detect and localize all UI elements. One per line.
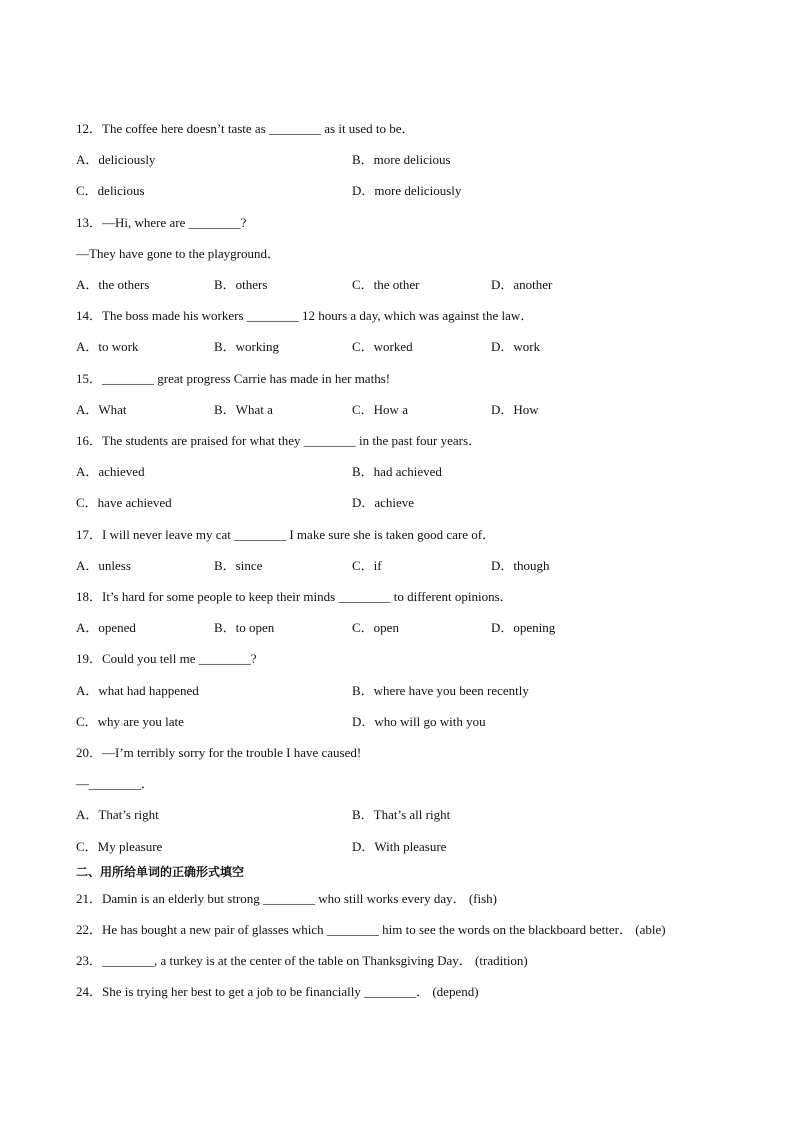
question-17-option-c: C．if bbox=[352, 558, 382, 573]
question-12-stem: 12．The coffee here doesn’t taste as ________ as it used to be． bbox=[76, 121, 415, 136]
question-18-option-c: C．open bbox=[352, 620, 399, 635]
section-2-heading: 二、用所给单词的正确形式填空 bbox=[76, 865, 245, 879]
question-16-option-d: D．achieve bbox=[352, 495, 415, 510]
question-14-stem: 14．The boss made his workers ________ 12 hours a day, which was against the law． bbox=[76, 308, 534, 323]
question-18-option-d: D．opening bbox=[491, 620, 556, 635]
question-16-option-a: A．achieved bbox=[76, 464, 145, 479]
question-15-stem: 15．________ great progress Carrie has made in her maths! bbox=[76, 371, 391, 386]
question-19-option-d: D．who will go with you bbox=[352, 714, 486, 729]
fill-item-24: 24．She is trying her best to get a job to be financially ________． (depend) bbox=[76, 984, 479, 999]
question-13-stem: 13．—Hi, where are ________? bbox=[76, 215, 247, 230]
question-20-option-c: C．My pleasure bbox=[76, 839, 163, 854]
question-15-option-c: C．How a bbox=[352, 402, 408, 417]
question-13-option-d: D．another bbox=[491, 277, 553, 292]
question-15-option-d: D．How bbox=[491, 402, 539, 417]
question-17-option-a: A．unless bbox=[76, 558, 131, 573]
question-18-option-b: B．to open bbox=[214, 620, 275, 635]
question-14-option-a: A．to work bbox=[76, 339, 139, 354]
question-12-option-d: D．more deliciously bbox=[352, 183, 462, 198]
fill-item-22: 22．He has bought a new pair of glasses which ________ him to see the words on the blackboard better． (able) bbox=[76, 922, 666, 937]
question-15-option-b: B．What a bbox=[214, 402, 273, 417]
question-19-option-b: B．where have you been recently bbox=[352, 683, 529, 698]
question-20-stem: 20．—I’m terribly sorry for the trouble I have caused! bbox=[76, 745, 362, 760]
question-18-stem: 18．It’s hard for some people to keep their minds ________ to different opinions． bbox=[76, 589, 513, 604]
question-14-option-b: B．working bbox=[214, 339, 280, 354]
question-12-option-b: B．more delicious bbox=[352, 152, 451, 167]
question-20-option-b: B．That’s all right bbox=[352, 807, 451, 822]
question-19-option-a: A．what had happened bbox=[76, 683, 199, 698]
question-16-option-c: C．have achieved bbox=[76, 495, 172, 510]
question-12-option-c: C．delicious bbox=[76, 183, 145, 198]
question-19-stem: 19．Could you tell me ________? bbox=[76, 651, 257, 666]
question-16-option-b: B．had achieved bbox=[352, 464, 442, 479]
question-13-option-c: C．the other bbox=[352, 277, 420, 292]
question-20-option-a: A．That’s right bbox=[76, 807, 159, 822]
question-17-stem: 17．I will never leave my cat ________ I make sure she is taken good care of． bbox=[76, 527, 496, 542]
question-20-option-d: D．With pleasure bbox=[352, 839, 447, 854]
question-13-reply: —They have gone to the playground． bbox=[76, 246, 280, 261]
question-16-stem: 16．The students are praised for what they ________ in the past four years． bbox=[76, 433, 482, 448]
question-15-option-a: A．What bbox=[76, 402, 127, 417]
question-14-option-c: C．worked bbox=[352, 339, 413, 354]
question-18-option-a: A．opened bbox=[76, 620, 136, 635]
fill-item-23: 23．________, a turkey is at the center of the table on Thanksgiving Day． (tradition) bbox=[76, 953, 528, 968]
question-13-option-b: B．others bbox=[214, 277, 268, 292]
question-19-option-c: C．why are you late bbox=[76, 714, 184, 729]
question-14-option-d: D．work bbox=[491, 339, 541, 354]
question-17-option-b: B．since bbox=[214, 558, 263, 573]
fill-item-21: 21．Damin is an elderly but strong ________ who still works every day． (fish) bbox=[76, 891, 497, 906]
question-13-option-a: A．the others bbox=[76, 277, 150, 292]
question-12-option-a: A．deliciously bbox=[76, 152, 156, 167]
question-20-reply: —________． bbox=[76, 776, 155, 791]
question-17-option-d: D．though bbox=[491, 558, 550, 573]
